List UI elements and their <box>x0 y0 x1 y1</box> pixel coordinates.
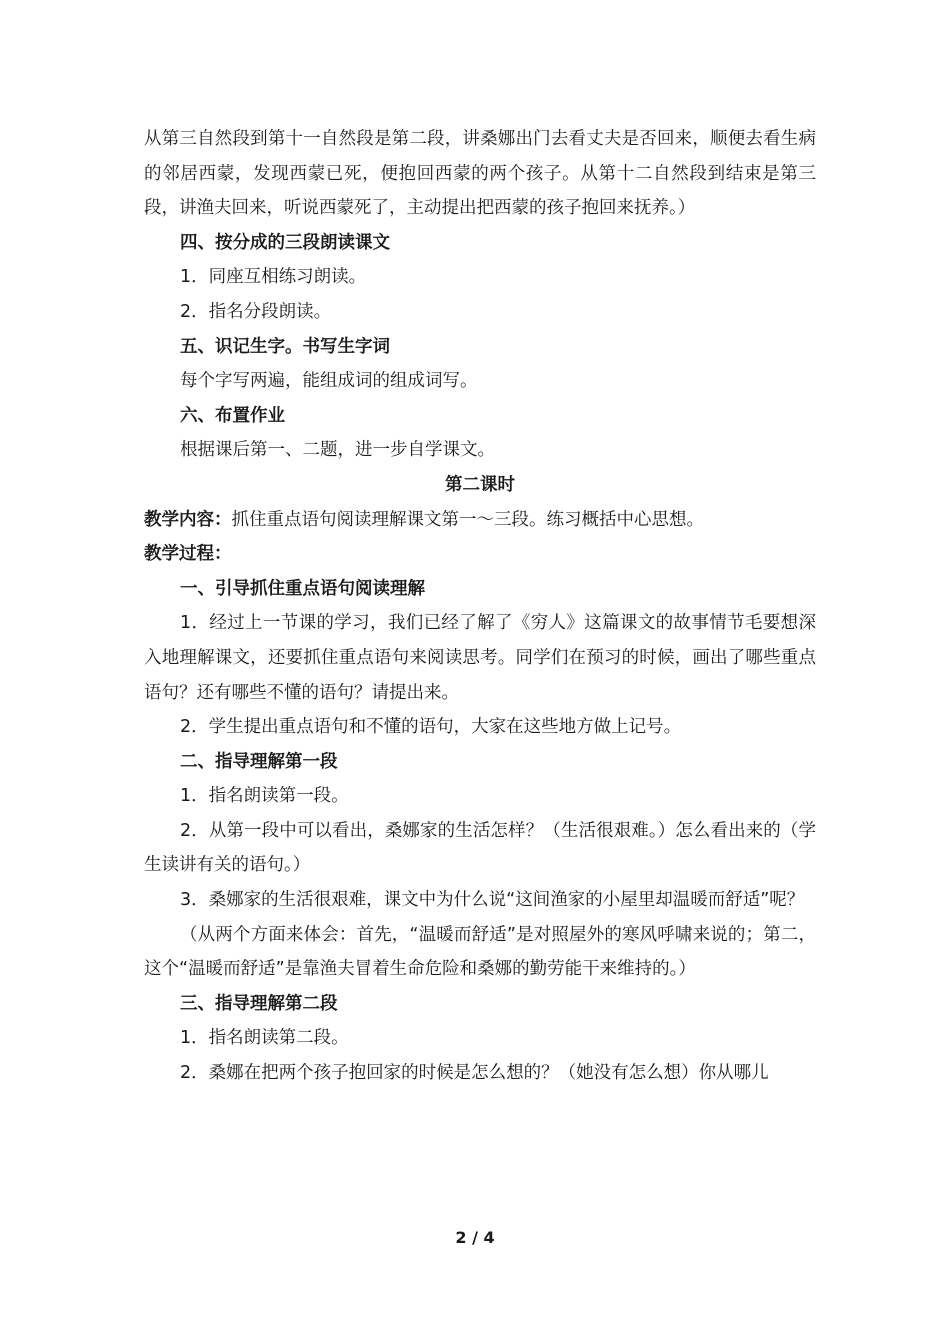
teaching-content-text: 教学内容： <box>144 509 232 530</box>
heading-characters: 五、识记生字。书写生字词 <box>180 336 390 357</box>
list-item: 2．指名分段朗读。 <box>180 301 332 322</box>
document-body <box>144 122 816 1091</box>
heading-read-aloud: 四、按分成的三段朗读课文 <box>180 232 390 253</box>
paragraph-explanation: （从两个方面来体会：首先，“温暖而舒适”是对照屋外的寒风呼啸来说的；第二，这个“温暖而舒适”是靠渔夫冒着生命危险和桑娜的勤劳能干来维持的。） <box>144 924 816 980</box>
paragraph: 每个字写两遍，能组成词的组成词写。 <box>180 371 478 392</box>
list-item: 1．指名朗读第一段。 <box>180 786 349 807</box>
list-item: 2．学生提出重点语句和不懂的语句，大家在这些地方做上记号。 <box>180 717 682 738</box>
list-item: 3．桑娜家的生活很艰难，课文中为什么说“这间渔家的小屋里却温暖而舒适”呢？ <box>180 890 805 911</box>
paragraph: 根据课后第一、二题，进一步自学课文。 <box>180 440 495 461</box>
section-title-second-lesson: 第二课时 <box>445 474 515 495</box>
teaching-process-label: 教学过程： <box>144 544 232 565</box>
heading-first-section: 二、指导理解第一段 <box>180 751 338 772</box>
page-number: 2 / 4 <box>455 1228 495 1247</box>
heading-second-section: 三、指导理解第二段 <box>180 993 338 1014</box>
list-item: 1．指名朗读第二段。 <box>180 1028 349 1049</box>
heading-homework: 六、布置作业 <box>180 405 285 426</box>
list-item: 2．从第一段中可以看出，桑娜家的生活怎样？（生活很艰难。）怎么看出来的（学生读讲有关的语句。） <box>144 820 816 876</box>
heading-guide-key-sentences: 一、引导抓住重点语句阅读理解 <box>180 578 425 599</box>
list-item: 2．桑娜在把两个孩子抱回家的时候是怎么想的？（她没有怎么想）你从哪儿 <box>180 1063 769 1084</box>
teaching-content-detail: 抓住重点语句阅读理解课文第一～三段。练习概括中心思想。 <box>231 509 704 530</box>
list-item: 1．经过上一节课的学习，我们已经了解了《穷人》这篇课文的故事情节毛要想深入地理解课文，还要抓住重点语句来阅读思考。同学们在预习的时候，画出了哪些重点语句？还有哪些不懂的语句？请提出来。 <box>144 613 816 703</box>
teaching-content <box>144 503 816 538</box>
paragraph-section-summary: 从第三自然段到第十一自然段是第二段，讲桑娜出门去看丈夫是否回来，顺便去看生病的邻居西蒙，发现西蒙已死，便抱回西蒙的两个孩子。从第十二自然段到结束是第三段，讲渔夫回来，听说西蒙死了，主动提出把西蒙的孩子抱回来抚养。） <box>144 129 816 219</box>
list-item: 1．同座互相练习朗读。 <box>180 267 367 288</box>
